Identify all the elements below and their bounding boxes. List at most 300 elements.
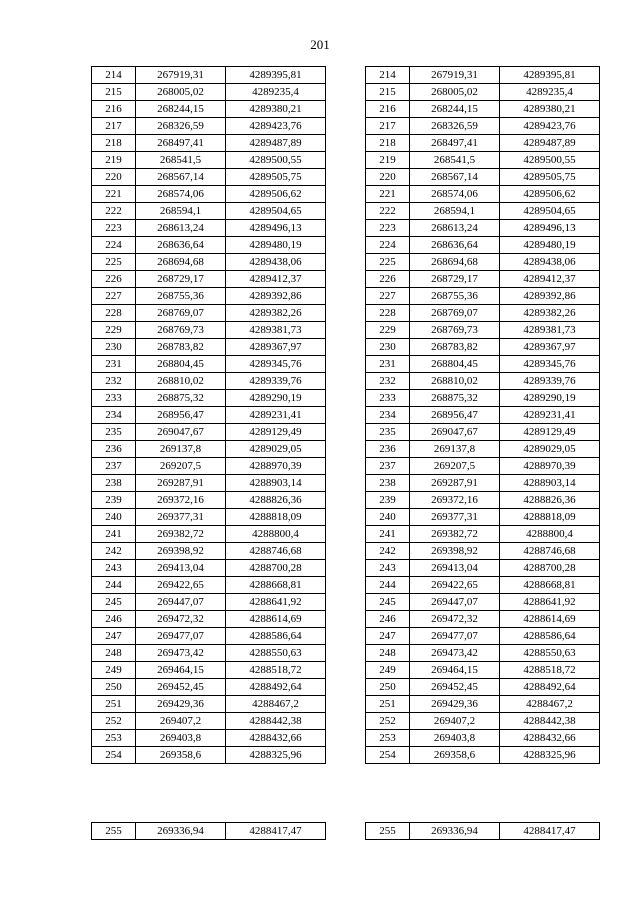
y-coordinate-cell: 4288826,36	[226, 492, 326, 509]
table-row	[92, 67, 326, 84]
y-coordinate-cell: 4288903,14	[500, 475, 600, 492]
table-row	[366, 339, 600, 356]
point-number-cell: 229	[366, 322, 410, 339]
table-row	[92, 594, 326, 611]
y-coordinate-cell: 4289423,76	[500, 118, 600, 135]
y-coordinate-cell: 4288700,28	[226, 560, 326, 577]
y-coordinate-cell: 4288325,96	[226, 747, 326, 764]
table-row	[366, 271, 600, 288]
point-number-cell: 252	[92, 713, 136, 730]
x-coordinate-cell: 269382,72	[410, 526, 500, 543]
point-number-cell: 225	[92, 254, 136, 271]
x-coordinate-cell: 269477,07	[410, 628, 500, 645]
x-coordinate-cell: 268729,17	[136, 271, 226, 288]
y-coordinate-cell: 4289395,81	[226, 67, 326, 84]
y-coordinate-cell: 4289500,55	[226, 152, 326, 169]
table-row	[92, 118, 326, 135]
point-number-cell: 240	[366, 509, 410, 526]
x-coordinate-cell: 268541,5	[136, 152, 226, 169]
table-row	[366, 577, 600, 594]
table-row	[366, 407, 600, 424]
table-row	[92, 747, 326, 764]
x-coordinate-cell: 269358,6	[136, 747, 226, 764]
y-coordinate-cell: 4289412,37	[226, 271, 326, 288]
x-coordinate-cell: 268613,24	[410, 220, 500, 237]
point-number-cell: 231	[92, 356, 136, 373]
x-coordinate-cell: 269422,65	[136, 577, 226, 594]
y-coordinate-cell: 4289339,76	[500, 373, 600, 390]
table-row	[92, 611, 326, 628]
table-row	[92, 135, 326, 152]
x-coordinate-cell: 268694,68	[410, 254, 500, 271]
table-row	[366, 373, 600, 390]
y-coordinate-cell: 4288586,64	[226, 628, 326, 645]
table-row	[366, 118, 600, 135]
table-row	[92, 730, 326, 747]
point-number-cell: 244	[366, 577, 410, 594]
point-number-cell: 242	[92, 543, 136, 560]
point-number-cell: 230	[366, 339, 410, 356]
table-row	[366, 823, 600, 840]
table-row	[92, 628, 326, 645]
x-coordinate-cell: 269287,91	[136, 475, 226, 492]
y-coordinate-cell: 4289382,26	[500, 305, 600, 322]
x-coordinate-cell: 268567,14	[136, 169, 226, 186]
x-coordinate-cell: 268326,59	[410, 118, 500, 135]
table-row	[366, 322, 600, 339]
point-number-cell: 248	[366, 645, 410, 662]
table-row	[92, 84, 326, 101]
point-number-cell: 224	[366, 237, 410, 254]
y-coordinate-cell: 4288442,38	[500, 713, 600, 730]
y-coordinate-cell: 4288970,39	[226, 458, 326, 475]
table-row	[366, 645, 600, 662]
point-number-cell: 237	[366, 458, 410, 475]
y-coordinate-cell: 4289235,4	[500, 84, 600, 101]
y-coordinate-cell: 4289231,41	[500, 407, 600, 424]
point-number-cell: 218	[366, 135, 410, 152]
table-row	[92, 560, 326, 577]
y-coordinate-cell: 4289129,49	[226, 424, 326, 441]
table-row	[92, 254, 326, 271]
x-coordinate-cell: 268613,24	[136, 220, 226, 237]
y-coordinate-cell: 4289367,97	[226, 339, 326, 356]
x-coordinate-cell: 268875,32	[136, 390, 226, 407]
table-row	[92, 577, 326, 594]
table-body	[92, 67, 326, 764]
table-row	[92, 322, 326, 339]
point-number-cell: 235	[92, 424, 136, 441]
y-coordinate-cell: 4289423,76	[226, 118, 326, 135]
x-coordinate-cell: 267919,31	[410, 67, 500, 84]
point-number-cell: 226	[366, 271, 410, 288]
x-coordinate-cell: 269473,42	[410, 645, 500, 662]
table-row	[92, 424, 326, 441]
y-coordinate-cell: 4288467,2	[226, 696, 326, 713]
point-number-cell: 230	[92, 339, 136, 356]
table-row	[366, 152, 600, 169]
table-row	[92, 373, 326, 390]
y-coordinate-cell: 4288432,66	[500, 730, 600, 747]
table-row	[92, 152, 326, 169]
x-coordinate-cell: 267919,31	[136, 67, 226, 84]
y-coordinate-cell: 4288746,68	[500, 543, 600, 560]
point-number-cell: 223	[366, 220, 410, 237]
x-coordinate-cell: 269047,67	[136, 424, 226, 441]
point-number-cell: 243	[366, 560, 410, 577]
x-coordinate-cell: 269207,5	[410, 458, 500, 475]
point-number-cell: 220	[92, 169, 136, 186]
x-coordinate-cell: 268769,73	[410, 322, 500, 339]
point-number-cell: 214	[366, 67, 410, 84]
x-coordinate-cell: 269377,31	[410, 509, 500, 526]
table-row	[366, 611, 600, 628]
y-coordinate-cell: 4289290,19	[226, 390, 326, 407]
x-coordinate-cell: 269137,8	[136, 441, 226, 458]
y-coordinate-cell: 4289504,65	[500, 203, 600, 220]
x-coordinate-cell: 269358,6	[410, 747, 500, 764]
table-row	[366, 713, 600, 730]
extra-row-table-left	[91, 822, 326, 840]
y-coordinate-cell: 4289506,62	[226, 186, 326, 203]
point-number-cell: 240	[92, 509, 136, 526]
y-coordinate-cell: 4289381,73	[226, 322, 326, 339]
y-coordinate-cell: 4289412,37	[500, 271, 600, 288]
table-row	[92, 407, 326, 424]
x-coordinate-cell: 269464,15	[136, 662, 226, 679]
y-coordinate-cell: 4288417,47	[500, 823, 600, 840]
point-number-cell: 219	[92, 152, 136, 169]
y-coordinate-cell: 4288417,47	[226, 823, 326, 840]
x-coordinate-cell: 269477,07	[136, 628, 226, 645]
table-row	[92, 543, 326, 560]
x-coordinate-cell: 268005,02	[136, 84, 226, 101]
y-coordinate-cell: 4289438,06	[500, 254, 600, 271]
point-number-cell: 217	[92, 118, 136, 135]
y-coordinate-cell: 4288818,09	[226, 509, 326, 526]
y-coordinate-cell: 4288432,66	[226, 730, 326, 747]
x-coordinate-cell: 268326,59	[136, 118, 226, 135]
y-coordinate-cell: 4288700,28	[500, 560, 600, 577]
point-number-cell: 214	[92, 67, 136, 84]
point-number-cell: 227	[92, 288, 136, 305]
point-number-cell: 215	[92, 84, 136, 101]
x-coordinate-cell: 269382,72	[136, 526, 226, 543]
point-number-cell: 254	[92, 747, 136, 764]
x-coordinate-cell: 269372,16	[410, 492, 500, 509]
point-number-cell: 253	[92, 730, 136, 747]
table-row	[366, 101, 600, 118]
x-coordinate-cell: 269413,04	[136, 560, 226, 577]
table-row	[366, 628, 600, 645]
point-number-cell: 222	[92, 203, 136, 220]
x-coordinate-cell: 269473,42	[136, 645, 226, 662]
point-number-cell: 225	[366, 254, 410, 271]
table-row	[366, 288, 600, 305]
x-coordinate-cell: 269377,31	[136, 509, 226, 526]
point-number-cell: 218	[92, 135, 136, 152]
table-row	[366, 458, 600, 475]
point-number-cell: 233	[92, 390, 136, 407]
point-number-cell: 239	[92, 492, 136, 509]
y-coordinate-cell: 4288668,81	[226, 577, 326, 594]
table-row	[92, 356, 326, 373]
point-number-cell: 245	[366, 594, 410, 611]
point-number-cell: 252	[366, 713, 410, 730]
y-coordinate-cell: 4289438,06	[226, 254, 326, 271]
point-number-cell: 238	[366, 475, 410, 492]
page-number: 201	[310, 37, 330, 52]
y-coordinate-cell: 4289029,05	[500, 441, 600, 458]
table-row	[92, 713, 326, 730]
point-number-cell: 244	[92, 577, 136, 594]
table-row	[366, 237, 600, 254]
point-number-cell: 227	[366, 288, 410, 305]
x-coordinate-cell: 268636,64	[136, 237, 226, 254]
table-row	[92, 441, 326, 458]
point-number-cell: 248	[92, 645, 136, 662]
x-coordinate-cell: 269403,8	[410, 730, 500, 747]
x-coordinate-cell: 268810,02	[136, 373, 226, 390]
x-coordinate-cell: 269407,2	[410, 713, 500, 730]
x-coordinate-cell: 269403,8	[136, 730, 226, 747]
table-row	[92, 679, 326, 696]
table-row	[92, 662, 326, 679]
x-coordinate-cell: 268755,36	[410, 288, 500, 305]
y-coordinate-cell: 4289395,81	[500, 67, 600, 84]
table-row	[366, 169, 600, 186]
x-coordinate-cell: 268497,41	[136, 135, 226, 152]
y-coordinate-cell: 4289392,86	[500, 288, 600, 305]
point-number-cell: 251	[366, 696, 410, 713]
table-row	[92, 458, 326, 475]
point-number-cell: 236	[92, 441, 136, 458]
x-coordinate-cell: 269472,32	[136, 611, 226, 628]
table-row	[366, 67, 600, 84]
x-coordinate-cell: 268574,06	[410, 186, 500, 203]
point-number-cell: 220	[366, 169, 410, 186]
y-coordinate-cell: 4289231,41	[226, 407, 326, 424]
y-coordinate-cell: 4288550,63	[500, 645, 600, 662]
x-coordinate-cell: 269429,36	[136, 696, 226, 713]
y-coordinate-cell: 4288641,92	[500, 594, 600, 611]
table-row	[92, 526, 326, 543]
x-coordinate-cell: 269447,07	[136, 594, 226, 611]
x-coordinate-cell: 269413,04	[410, 560, 500, 577]
y-coordinate-cell: 4288903,14	[226, 475, 326, 492]
x-coordinate-cell: 268804,45	[410, 356, 500, 373]
table-body	[366, 67, 600, 764]
x-coordinate-cell: 269407,2	[136, 713, 226, 730]
table-row	[366, 84, 600, 101]
table-row	[366, 747, 600, 764]
point-number-cell: 254	[366, 747, 410, 764]
point-number-cell: 224	[92, 237, 136, 254]
y-coordinate-cell: 4289029,05	[226, 441, 326, 458]
table-row	[92, 645, 326, 662]
x-coordinate-cell: 268541,5	[410, 152, 500, 169]
point-number-cell: 245	[92, 594, 136, 611]
y-coordinate-cell: 4288325,96	[500, 747, 600, 764]
coordinates-table-right	[365, 66, 600, 764]
y-coordinate-cell: 4288668,81	[500, 577, 600, 594]
table-row	[366, 186, 600, 203]
y-coordinate-cell: 4289480,19	[500, 237, 600, 254]
y-coordinate-cell: 4289496,13	[500, 220, 600, 237]
y-coordinate-cell: 4289345,76	[226, 356, 326, 373]
point-number-cell: 241	[366, 526, 410, 543]
y-coordinate-cell: 4289382,26	[226, 305, 326, 322]
x-coordinate-cell: 268783,82	[136, 339, 226, 356]
x-coordinate-cell: 269398,92	[136, 543, 226, 560]
y-coordinate-cell: 4288492,64	[500, 679, 600, 696]
y-coordinate-cell: 4288614,69	[226, 611, 326, 628]
point-number-cell: 236	[366, 441, 410, 458]
coordinates-table-left	[91, 66, 326, 764]
y-coordinate-cell: 4288818,09	[500, 509, 600, 526]
x-coordinate-cell: 269137,8	[410, 441, 500, 458]
y-coordinate-cell: 4288746,68	[226, 543, 326, 560]
y-coordinate-cell: 4288800,4	[500, 526, 600, 543]
x-coordinate-cell: 269336,94	[410, 823, 500, 840]
point-number-cell: 242	[366, 543, 410, 560]
point-number-cell: 216	[366, 101, 410, 118]
x-coordinate-cell: 269452,45	[136, 679, 226, 696]
table-row	[366, 509, 600, 526]
table-row	[92, 492, 326, 509]
y-coordinate-cell: 4288550,63	[226, 645, 326, 662]
y-coordinate-cell: 4289505,75	[226, 169, 326, 186]
x-coordinate-cell: 268769,73	[136, 322, 226, 339]
y-coordinate-cell: 4288614,69	[500, 611, 600, 628]
point-number-cell: 243	[92, 560, 136, 577]
x-coordinate-cell: 269447,07	[410, 594, 500, 611]
y-coordinate-cell: 4289345,76	[500, 356, 600, 373]
point-number-cell: 232	[366, 373, 410, 390]
table-row	[92, 696, 326, 713]
x-coordinate-cell: 269464,15	[410, 662, 500, 679]
table-row	[366, 696, 600, 713]
y-coordinate-cell: 4288586,64	[500, 628, 600, 645]
point-number-cell: 238	[92, 475, 136, 492]
x-coordinate-cell: 268956,47	[136, 407, 226, 424]
y-coordinate-cell: 4289380,21	[500, 101, 600, 118]
table-row	[92, 169, 326, 186]
x-coordinate-cell: 268729,17	[410, 271, 500, 288]
x-coordinate-cell: 268244,15	[136, 101, 226, 118]
table-row	[92, 203, 326, 220]
x-coordinate-cell: 268244,15	[410, 101, 500, 118]
table-row	[366, 424, 600, 441]
table-row	[366, 730, 600, 747]
y-coordinate-cell: 4288970,39	[500, 458, 600, 475]
table-row	[366, 594, 600, 611]
x-coordinate-cell: 268810,02	[410, 373, 500, 390]
point-number-cell: 221	[92, 186, 136, 203]
point-number-cell: 247	[366, 628, 410, 645]
table-row	[92, 186, 326, 203]
table-row	[366, 305, 600, 322]
y-coordinate-cell: 4289505,75	[500, 169, 600, 186]
x-coordinate-cell: 268875,32	[410, 390, 500, 407]
y-coordinate-cell: 4289290,19	[500, 390, 600, 407]
x-coordinate-cell: 269336,94	[136, 823, 226, 840]
table-row	[92, 271, 326, 288]
y-coordinate-cell: 4288641,92	[226, 594, 326, 611]
extra-row-table-right	[365, 822, 600, 840]
table-row	[92, 509, 326, 526]
x-coordinate-cell: 268694,68	[136, 254, 226, 271]
y-coordinate-cell: 4289487,89	[226, 135, 326, 152]
table-row	[92, 305, 326, 322]
y-coordinate-cell: 4289500,55	[500, 152, 600, 169]
x-coordinate-cell: 268574,06	[136, 186, 226, 203]
y-coordinate-cell: 4289367,97	[500, 339, 600, 356]
point-number-cell: 223	[92, 220, 136, 237]
point-number-cell: 228	[366, 305, 410, 322]
y-coordinate-cell: 4289496,13	[226, 220, 326, 237]
x-coordinate-cell: 268567,14	[410, 169, 500, 186]
point-number-cell: 239	[366, 492, 410, 509]
table-row	[366, 441, 600, 458]
x-coordinate-cell: 269472,32	[410, 611, 500, 628]
table-row	[366, 220, 600, 237]
point-number-cell: 247	[92, 628, 136, 645]
point-number-cell: 246	[366, 611, 410, 628]
table-row	[92, 237, 326, 254]
y-coordinate-cell: 4289487,89	[500, 135, 600, 152]
x-coordinate-cell: 269398,92	[410, 543, 500, 560]
table-row	[366, 135, 600, 152]
point-number-cell: 235	[366, 424, 410, 441]
table-row	[92, 220, 326, 237]
x-coordinate-cell: 268956,47	[410, 407, 500, 424]
table-row	[366, 475, 600, 492]
y-coordinate-cell: 4289380,21	[226, 101, 326, 118]
point-number-cell: 221	[366, 186, 410, 203]
y-coordinate-cell: 4289381,73	[500, 322, 600, 339]
x-coordinate-cell: 268804,45	[136, 356, 226, 373]
table-row	[92, 101, 326, 118]
table-row	[92, 475, 326, 492]
point-number-cell: 234	[92, 407, 136, 424]
table-row	[366, 356, 600, 373]
x-coordinate-cell: 269452,45	[410, 679, 500, 696]
point-number-cell: 250	[92, 679, 136, 696]
point-number-cell: 232	[92, 373, 136, 390]
point-number-cell: 228	[92, 305, 136, 322]
point-number-cell: 216	[92, 101, 136, 118]
y-coordinate-cell: 4289504,65	[226, 203, 326, 220]
point-number-cell: 229	[92, 322, 136, 339]
point-number-cell: 255	[366, 823, 410, 840]
x-coordinate-cell: 269422,65	[410, 577, 500, 594]
x-coordinate-cell: 269429,36	[410, 696, 500, 713]
x-coordinate-cell: 268594,1	[410, 203, 500, 220]
x-coordinate-cell: 269047,67	[410, 424, 500, 441]
table-row	[366, 492, 600, 509]
table-row	[366, 254, 600, 271]
point-number-cell: 251	[92, 696, 136, 713]
table-row	[366, 390, 600, 407]
point-number-cell: 237	[92, 458, 136, 475]
x-coordinate-cell: 268755,36	[136, 288, 226, 305]
point-number-cell: 215	[366, 84, 410, 101]
table-row	[366, 203, 600, 220]
table-row	[92, 390, 326, 407]
y-coordinate-cell: 4288442,38	[226, 713, 326, 730]
point-number-cell: 255	[92, 823, 136, 840]
